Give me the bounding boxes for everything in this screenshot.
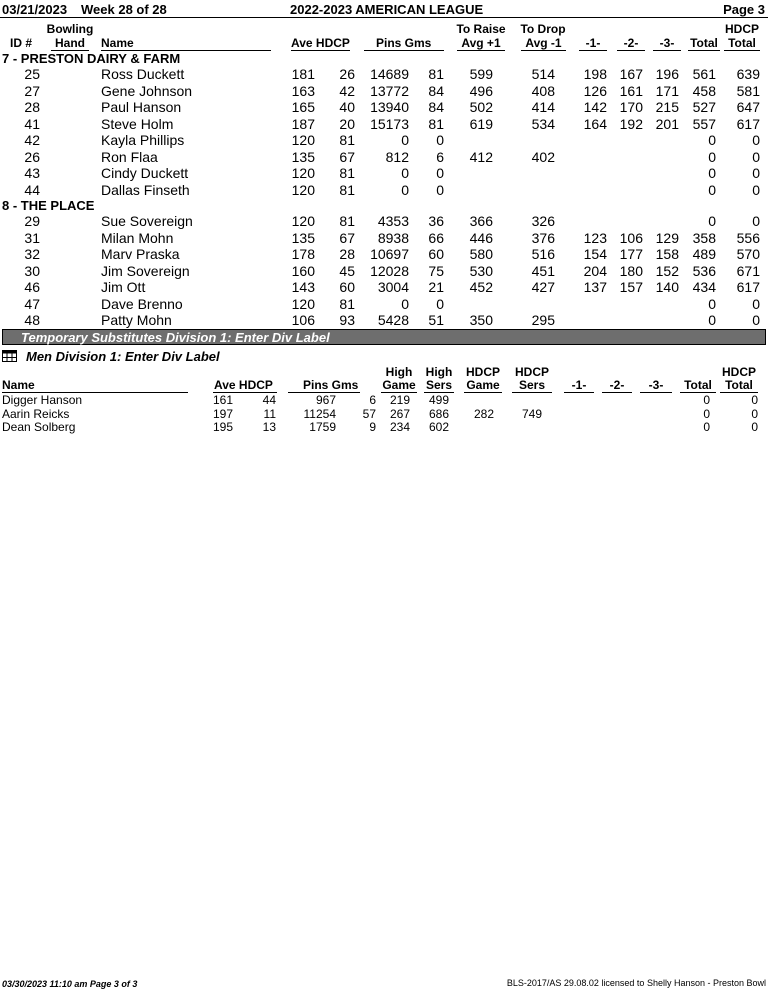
bowler-id: 46 bbox=[24, 279, 40, 295]
bowler-hdcp-total: 0 bbox=[752, 296, 760, 312]
bowler-total: 536 bbox=[692, 263, 716, 279]
bowler-games: 75 bbox=[428, 263, 444, 279]
sub-handicap: 44 bbox=[262, 393, 276, 407]
bowler-name: Kayla Phillips bbox=[101, 132, 185, 148]
col-hand-bottom: Hand bbox=[51, 37, 89, 51]
bowler-to-drop: 451 bbox=[531, 263, 555, 279]
bowler-name: Jim Ott bbox=[101, 279, 146, 295]
bowler-to-raise: 350 bbox=[469, 312, 493, 328]
col-hand-top: Bowling bbox=[46, 22, 94, 36]
sub-high-series: 686 bbox=[428, 406, 449, 421]
bowler-game1: 126 bbox=[583, 83, 607, 99]
bowler-pins: 0 bbox=[401, 296, 409, 312]
bowler-handicap: 26 bbox=[339, 66, 355, 82]
bowler-id: 25 bbox=[24, 66, 40, 82]
subs-division-title: Men Division 1: Enter Div Label bbox=[26, 349, 220, 364]
bowler-id: 43 bbox=[24, 165, 40, 181]
bowler-handicap: 93 bbox=[339, 312, 355, 328]
bowler-game1: 137 bbox=[583, 279, 607, 295]
sub-hdcp-series: 749 bbox=[521, 406, 542, 421]
bowler-to-drop: 414 bbox=[531, 99, 555, 115]
bowler-handicap: 45 bbox=[339, 263, 355, 279]
bowler-hdcp-total: 581 bbox=[736, 83, 760, 99]
col-game2: -2- bbox=[617, 37, 645, 51]
subs-col-total: Total bbox=[680, 379, 716, 393]
bowler-name: Dave Brenno bbox=[101, 296, 183, 312]
bowler-games: 51 bbox=[428, 312, 444, 328]
league-title: 2022-2023 AMERICAN LEAGUE bbox=[290, 2, 484, 17]
subs-col-game2: -2- bbox=[602, 379, 632, 393]
bowler-pins: 3004 bbox=[377, 279, 409, 295]
bowler-to-raise: 412 bbox=[469, 149, 493, 165]
bowler-total: 0 bbox=[708, 213, 716, 229]
sub-name: Aarin Reicks bbox=[2, 406, 70, 421]
bowler-id: 47 bbox=[24, 296, 40, 312]
week-label: Week 28 of 28 bbox=[81, 2, 167, 17]
subs-col-hdcp-game-top: HDCP bbox=[465, 365, 500, 379]
sub-average: 195 bbox=[212, 420, 233, 434]
bowler-game2: 180 bbox=[619, 263, 643, 279]
bowler-average: 120 bbox=[291, 132, 315, 148]
bowler-handicap: 81 bbox=[339, 213, 355, 229]
bowler-total: 489 bbox=[692, 246, 716, 262]
bowler-handicap: 67 bbox=[339, 230, 355, 246]
bowler-game1: 164 bbox=[583, 116, 607, 132]
bowler-to-raise: 502 bbox=[469, 99, 493, 115]
bowler-to-drop: 408 bbox=[531, 83, 555, 99]
bowler-pins: 0 bbox=[401, 182, 409, 198]
sub-hdcp-total: 0 bbox=[751, 406, 758, 421]
bowler-game3: 201 bbox=[655, 116, 679, 132]
bowler-games: 0 bbox=[436, 132, 444, 148]
bowler-name: Dallas Finseth bbox=[101, 182, 190, 198]
bowler-games: 84 bbox=[428, 83, 444, 99]
sub-pins: 1759 bbox=[309, 420, 336, 434]
bowler-name: Ron Flaa bbox=[101, 149, 158, 165]
bowler-to-raise: 580 bbox=[469, 246, 493, 262]
sub-name: Digger Hanson bbox=[2, 393, 83, 407]
bowler-game1: 142 bbox=[583, 99, 607, 115]
bowler-games: 0 bbox=[436, 296, 444, 312]
sub-total: 0 bbox=[703, 406, 710, 421]
bowler-handicap: 67 bbox=[339, 149, 355, 165]
substitutes-banner-label: Temporary Substitutes Division 1: Enter Div Label bbox=[21, 330, 330, 345]
bowler-pins: 13940 bbox=[370, 99, 409, 115]
bowler-hdcp-total: 617 bbox=[736, 279, 760, 295]
bowler-game2: 192 bbox=[619, 116, 643, 132]
bowler-to-drop: 326 bbox=[531, 213, 555, 229]
bowler-handicap: 81 bbox=[339, 296, 355, 312]
bowler-id: 32 bbox=[24, 246, 40, 262]
subs-col-hdcp-game-bottom: Game bbox=[464, 379, 502, 393]
report-date: 03/21/2023 bbox=[2, 2, 68, 17]
sub-high-series: 499 bbox=[428, 393, 449, 407]
footer-license: BLS-2017/AS 29.08.02 licensed to Shelly Hanson - Preston Bowl bbox=[506, 978, 766, 988]
bowler-game1: 204 bbox=[583, 263, 607, 279]
subs-col-name: Name bbox=[2, 379, 188, 393]
bowler-to-drop: 534 bbox=[531, 116, 555, 132]
bowler-average: 181 bbox=[291, 66, 315, 82]
bowler-to-drop: 295 bbox=[531, 312, 555, 328]
bowler-to-raise: 366 bbox=[469, 213, 493, 229]
col-total: Total bbox=[688, 37, 720, 51]
bowler-average: 106 bbox=[291, 312, 315, 328]
header-rule bbox=[0, 17, 768, 18]
bowler-hdcp-total: 647 bbox=[736, 99, 760, 115]
bowler-name: Steve Holm bbox=[101, 116, 174, 132]
col-raise-top: To Raise bbox=[456, 22, 506, 36]
bowler-games: 0 bbox=[436, 182, 444, 198]
bowler-game1: 154 bbox=[583, 246, 607, 262]
bowler-name: Jim Sovereign bbox=[101, 263, 190, 279]
bowler-games: 84 bbox=[428, 99, 444, 115]
bowler-pins: 13772 bbox=[370, 83, 409, 99]
bowler-handicap: 42 bbox=[339, 83, 355, 99]
bowler-handicap: 40 bbox=[339, 99, 355, 115]
bowler-hdcp-total: 639 bbox=[736, 66, 760, 82]
bowler-game3: 215 bbox=[655, 99, 679, 115]
bowler-to-drop: 516 bbox=[531, 246, 555, 262]
bowler-average: 135 bbox=[291, 149, 315, 165]
sub-hdcp-total: 0 bbox=[751, 420, 758, 434]
bowler-average: 120 bbox=[291, 213, 315, 229]
bowler-id: 29 bbox=[24, 213, 40, 229]
bowler-hdcp-total: 0 bbox=[752, 165, 760, 181]
bowler-handicap: 81 bbox=[339, 132, 355, 148]
subs-col-high-sers-bottom: Sers bbox=[425, 378, 453, 392]
bowler-name: Ross Duckett bbox=[101, 66, 185, 82]
bowler-hdcp-total: 0 bbox=[752, 312, 760, 328]
sub-name: Dean Solberg bbox=[2, 420, 76, 434]
bowler-to-raise: 452 bbox=[469, 279, 493, 295]
bowler-game1: 198 bbox=[583, 66, 607, 82]
col-game3: -3- bbox=[653, 37, 681, 51]
subs-col-hdcp-total-bottom: Total bbox=[720, 379, 758, 393]
col-id: ID # bbox=[10, 36, 33, 50]
bowler-total: 0 bbox=[708, 296, 716, 312]
subs-col-game1: -1- bbox=[564, 379, 594, 393]
team-title: 7 - PRESTON DAIRY & FARM bbox=[2, 51, 181, 66]
bowler-pins: 5428 bbox=[377, 312, 409, 328]
bowler-games: 60 bbox=[428, 246, 444, 262]
sub-hdcp-game: 282 bbox=[473, 406, 494, 421]
bowler-games: 6 bbox=[436, 149, 444, 165]
col-ave-hdcp: Ave HDCP bbox=[291, 36, 350, 50]
sub-total: 0 bbox=[703, 393, 710, 407]
bowler-total: 0 bbox=[708, 149, 716, 165]
bowler-game3: 171 bbox=[655, 83, 679, 99]
bowler-id: 28 bbox=[24, 99, 40, 115]
bowler-pins: 8938 bbox=[377, 230, 409, 246]
team-title: 8 - THE PLACE bbox=[2, 198, 95, 213]
bowler-pins: 4353 bbox=[377, 213, 409, 229]
bowler-average: 120 bbox=[291, 296, 315, 312]
bowler-name: Gene Johnson bbox=[101, 83, 193, 99]
bowler-game1: 123 bbox=[583, 230, 607, 246]
bowler-games: 21 bbox=[428, 279, 444, 295]
bowler-id: 44 bbox=[24, 182, 40, 198]
col-raise-bottom: Avg +1 bbox=[457, 37, 505, 51]
bowler-id: 41 bbox=[24, 116, 40, 132]
bowler-hdcp-total: 0 bbox=[752, 182, 760, 198]
subs-col-high-sers-top: High bbox=[425, 365, 453, 379]
bowler-pins: 0 bbox=[401, 132, 409, 148]
bowler-pins: 812 bbox=[385, 149, 409, 165]
bowler-total: 0 bbox=[708, 182, 716, 198]
bowler-game2: 161 bbox=[619, 83, 643, 99]
bowler-total: 358 bbox=[692, 230, 716, 246]
bowler-game2: 106 bbox=[619, 230, 643, 246]
sub-handicap: 11 bbox=[263, 406, 276, 421]
bowler-game3: 129 bbox=[655, 230, 679, 246]
bowler-name: Sue Sovereign bbox=[101, 213, 193, 229]
subs-col-hdcp-sers-bottom: Sers bbox=[512, 379, 552, 393]
bowler-total: 0 bbox=[708, 312, 716, 328]
sub-high-game: 267 bbox=[389, 406, 410, 421]
sub-games: 9 bbox=[369, 420, 376, 434]
bowler-to-raise: 599 bbox=[469, 66, 493, 82]
col-pins-gms: Pins Gms bbox=[364, 37, 444, 51]
sub-hdcp-total: 0 bbox=[751, 393, 758, 407]
bowler-hdcp-total: 671 bbox=[736, 263, 760, 279]
subs-col-game3: -3- bbox=[640, 379, 672, 393]
subs-col-high-game-top: High bbox=[385, 365, 413, 379]
sub-high-series: 602 bbox=[428, 420, 449, 434]
bowler-hdcp-total: 0 bbox=[752, 213, 760, 229]
bowler-id: 27 bbox=[24, 83, 40, 99]
bowler-total: 527 bbox=[692, 99, 716, 115]
bowler-name: Milan Mohn bbox=[101, 230, 174, 246]
col-drop-bottom: Avg -1 bbox=[521, 37, 566, 51]
bowler-average: 135 bbox=[291, 230, 315, 246]
bowler-handicap: 81 bbox=[339, 165, 355, 181]
bowler-average: 187 bbox=[291, 116, 315, 132]
page-number: Page 3 bbox=[723, 2, 765, 17]
bowler-handicap: 81 bbox=[339, 182, 355, 198]
col-name: Name bbox=[101, 37, 271, 51]
bowler-name: Marv Praska bbox=[101, 246, 180, 262]
bowler-game2: 167 bbox=[619, 66, 643, 82]
bowler-game2: 177 bbox=[619, 246, 643, 262]
bowler-to-drop: 402 bbox=[531, 149, 555, 165]
bowler-games: 36 bbox=[428, 213, 444, 229]
bowler-to-raise: 530 bbox=[469, 263, 493, 279]
bowler-game2: 157 bbox=[619, 279, 643, 295]
bowler-to-raise: 496 bbox=[469, 83, 493, 99]
bowler-handicap: 60 bbox=[339, 279, 355, 295]
sub-high-game: 219 bbox=[389, 393, 410, 407]
bowler-id: 30 bbox=[24, 263, 40, 279]
bowler-games: 81 bbox=[428, 116, 444, 132]
bowler-pins: 10697 bbox=[370, 246, 409, 262]
table-icon bbox=[2, 349, 17, 361]
bowler-average: 160 bbox=[291, 263, 315, 279]
bowler-game3: 158 bbox=[655, 246, 679, 262]
sub-high-game: 234 bbox=[389, 420, 410, 434]
bowler-average: 120 bbox=[291, 182, 315, 198]
subs-col-ave-hdcp: Ave HDCP bbox=[213, 379, 277, 393]
bowler-game3: 140 bbox=[655, 279, 679, 295]
bowler-handicap: 28 bbox=[339, 246, 355, 262]
bowler-to-drop: 514 bbox=[531, 66, 555, 82]
bowler-average: 163 bbox=[291, 83, 315, 99]
bowler-total: 434 bbox=[692, 279, 716, 295]
col-hdcp-total-bottom: Total bbox=[724, 37, 760, 51]
col-hdcp-total-top: HDCP bbox=[724, 22, 759, 36]
sub-average: 161 bbox=[212, 393, 233, 407]
footer-print-info: 03/30/2023 11:10 am Page 3 of 3 bbox=[2, 979, 138, 989]
sub-handicap: 13 bbox=[262, 420, 276, 434]
sub-pins: 11254 bbox=[303, 406, 336, 421]
bowler-id: 31 bbox=[24, 230, 40, 246]
bowler-pins: 14689 bbox=[370, 66, 409, 82]
bowler-hdcp-total: 556 bbox=[736, 230, 760, 246]
sub-games: 6 bbox=[369, 393, 376, 407]
subs-col-hdcp-total-top: HDCP bbox=[721, 365, 756, 379]
bowler-to-drop: 427 bbox=[531, 279, 555, 295]
bowler-total: 561 bbox=[692, 66, 716, 82]
bowler-name: Patty Mohn bbox=[101, 312, 172, 328]
bowler-id: 42 bbox=[24, 132, 40, 148]
bowler-hdcp-total: 0 bbox=[752, 149, 760, 165]
bowler-total: 0 bbox=[708, 132, 716, 148]
col-drop-top: To Drop bbox=[520, 22, 566, 36]
bowler-average: 165 bbox=[291, 99, 315, 115]
substitutes-banner bbox=[2, 329, 766, 345]
bowler-pins: 15173 bbox=[370, 116, 409, 132]
subs-col-high-game-bottom: Game bbox=[382, 378, 416, 392]
bowler-pins: 12028 bbox=[370, 263, 409, 279]
subs-col-hdcp-sers-top: HDCP bbox=[514, 365, 549, 379]
bowler-hdcp-total: 570 bbox=[736, 246, 760, 262]
bowler-game2: 170 bbox=[619, 99, 643, 115]
bowler-hdcp-total: 0 bbox=[752, 132, 760, 148]
bowler-to-drop: 376 bbox=[531, 230, 555, 246]
bowler-games: 66 bbox=[428, 230, 444, 246]
bowler-average: 120 bbox=[291, 165, 315, 181]
bowler-id: 48 bbox=[24, 312, 40, 328]
bowler-total: 557 bbox=[692, 116, 716, 132]
bowler-pins: 0 bbox=[401, 165, 409, 181]
bowler-average: 143 bbox=[291, 279, 315, 295]
sub-pins: 967 bbox=[315, 393, 336, 407]
bowler-games: 81 bbox=[428, 66, 444, 82]
bowler-hdcp-total: 617 bbox=[736, 116, 760, 132]
bowler-to-raise: 446 bbox=[469, 230, 493, 246]
sub-average: 197 bbox=[212, 406, 233, 421]
sub-total: 0 bbox=[703, 420, 710, 434]
subs-col-pins-gms: Pins Gms bbox=[288, 379, 360, 393]
bowler-name: Cindy Duckett bbox=[101, 165, 189, 181]
col-game1: -1- bbox=[579, 37, 607, 51]
bowler-game3: 152 bbox=[655, 263, 679, 279]
bowler-average: 178 bbox=[291, 246, 315, 262]
bowler-to-raise: 619 bbox=[469, 116, 493, 132]
sub-games: 57 bbox=[362, 406, 376, 421]
bowler-game3: 196 bbox=[655, 66, 679, 82]
bowler-games: 0 bbox=[436, 165, 444, 181]
bowler-handicap: 20 bbox=[339, 116, 355, 132]
bowler-id: 26 bbox=[24, 149, 40, 165]
bowler-name: Paul Hanson bbox=[101, 99, 182, 115]
bowler-total: 0 bbox=[708, 165, 716, 181]
bowler-total: 458 bbox=[692, 83, 716, 99]
